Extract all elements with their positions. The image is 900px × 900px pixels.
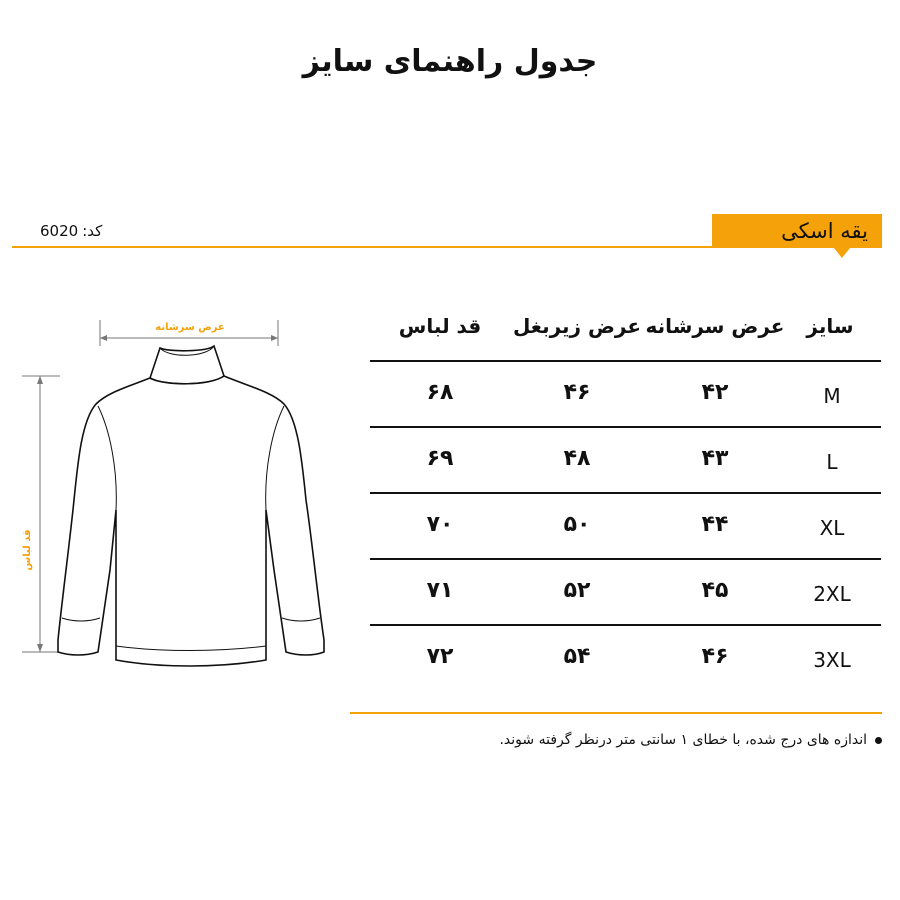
table-row bbox=[370, 428, 881, 494]
cell-size: L bbox=[826, 450, 838, 474]
table-row bbox=[370, 626, 881, 690]
length-dimension-label: قد لباس bbox=[22, 529, 33, 571]
table-body bbox=[370, 362, 881, 690]
cell-size: 3XL bbox=[813, 648, 851, 672]
header-size: سایز bbox=[806, 314, 854, 338]
product-code-label: کد: bbox=[82, 222, 103, 240]
cell-shoulder: ۴۵ bbox=[701, 578, 729, 603]
cell-chest: ۴۶ bbox=[563, 380, 591, 405]
cell-shoulder: ۴۶ bbox=[701, 644, 729, 669]
table-header bbox=[370, 300, 881, 362]
table-row bbox=[370, 560, 881, 626]
cell-chest: ۵۴ bbox=[563, 644, 591, 669]
cell-chest: ۵۰ bbox=[563, 512, 591, 537]
cell-shoulder: ۴۲ bbox=[701, 380, 729, 405]
product-code bbox=[40, 222, 102, 240]
cell-length: ۷۱ bbox=[426, 578, 454, 603]
header-length: قد لباس bbox=[398, 314, 482, 338]
table-row bbox=[370, 494, 881, 560]
cell-shoulder: ۴۴ bbox=[701, 512, 729, 537]
header-chest: عرض زیربغل bbox=[512, 314, 642, 338]
table-bottom-divider bbox=[350, 712, 882, 714]
cell-chest: ۵۲ bbox=[563, 578, 591, 603]
cell-shoulder: ۴۳ bbox=[701, 446, 729, 471]
cell-length: ۶۸ bbox=[426, 380, 454, 405]
cell-size: XL bbox=[819, 516, 845, 540]
bullet-icon bbox=[875, 737, 882, 744]
cell-size: 2XL bbox=[813, 582, 851, 606]
collar-type-label: یقه اسکی bbox=[781, 219, 868, 243]
cell-chest: ۴۸ bbox=[563, 446, 591, 471]
tolerance-note bbox=[402, 732, 882, 748]
table-row bbox=[370, 362, 881, 428]
collar-type-tag bbox=[712, 214, 882, 248]
shoulder-dimension-label: عرض سرشانه bbox=[155, 322, 225, 333]
size-table bbox=[370, 300, 881, 690]
turtleneck-illustration bbox=[0, 300, 360, 700]
header-shoulder: عرض سرشانه bbox=[645, 314, 785, 338]
tolerance-note-text: اندازه های درج شده، با خطای ۱ سانتی متر درنظر گرفته شوند. bbox=[499, 732, 867, 748]
tag-notch bbox=[834, 248, 850, 258]
product-code-value: 6020 bbox=[40, 222, 79, 240]
page-title: جدول راهنمای سایز bbox=[302, 44, 598, 79]
cell-length: ۶۹ bbox=[426, 446, 454, 471]
cell-size: M bbox=[823, 384, 841, 408]
cell-length: ۷۰ bbox=[426, 512, 454, 537]
cell-length: ۷۲ bbox=[426, 644, 454, 669]
